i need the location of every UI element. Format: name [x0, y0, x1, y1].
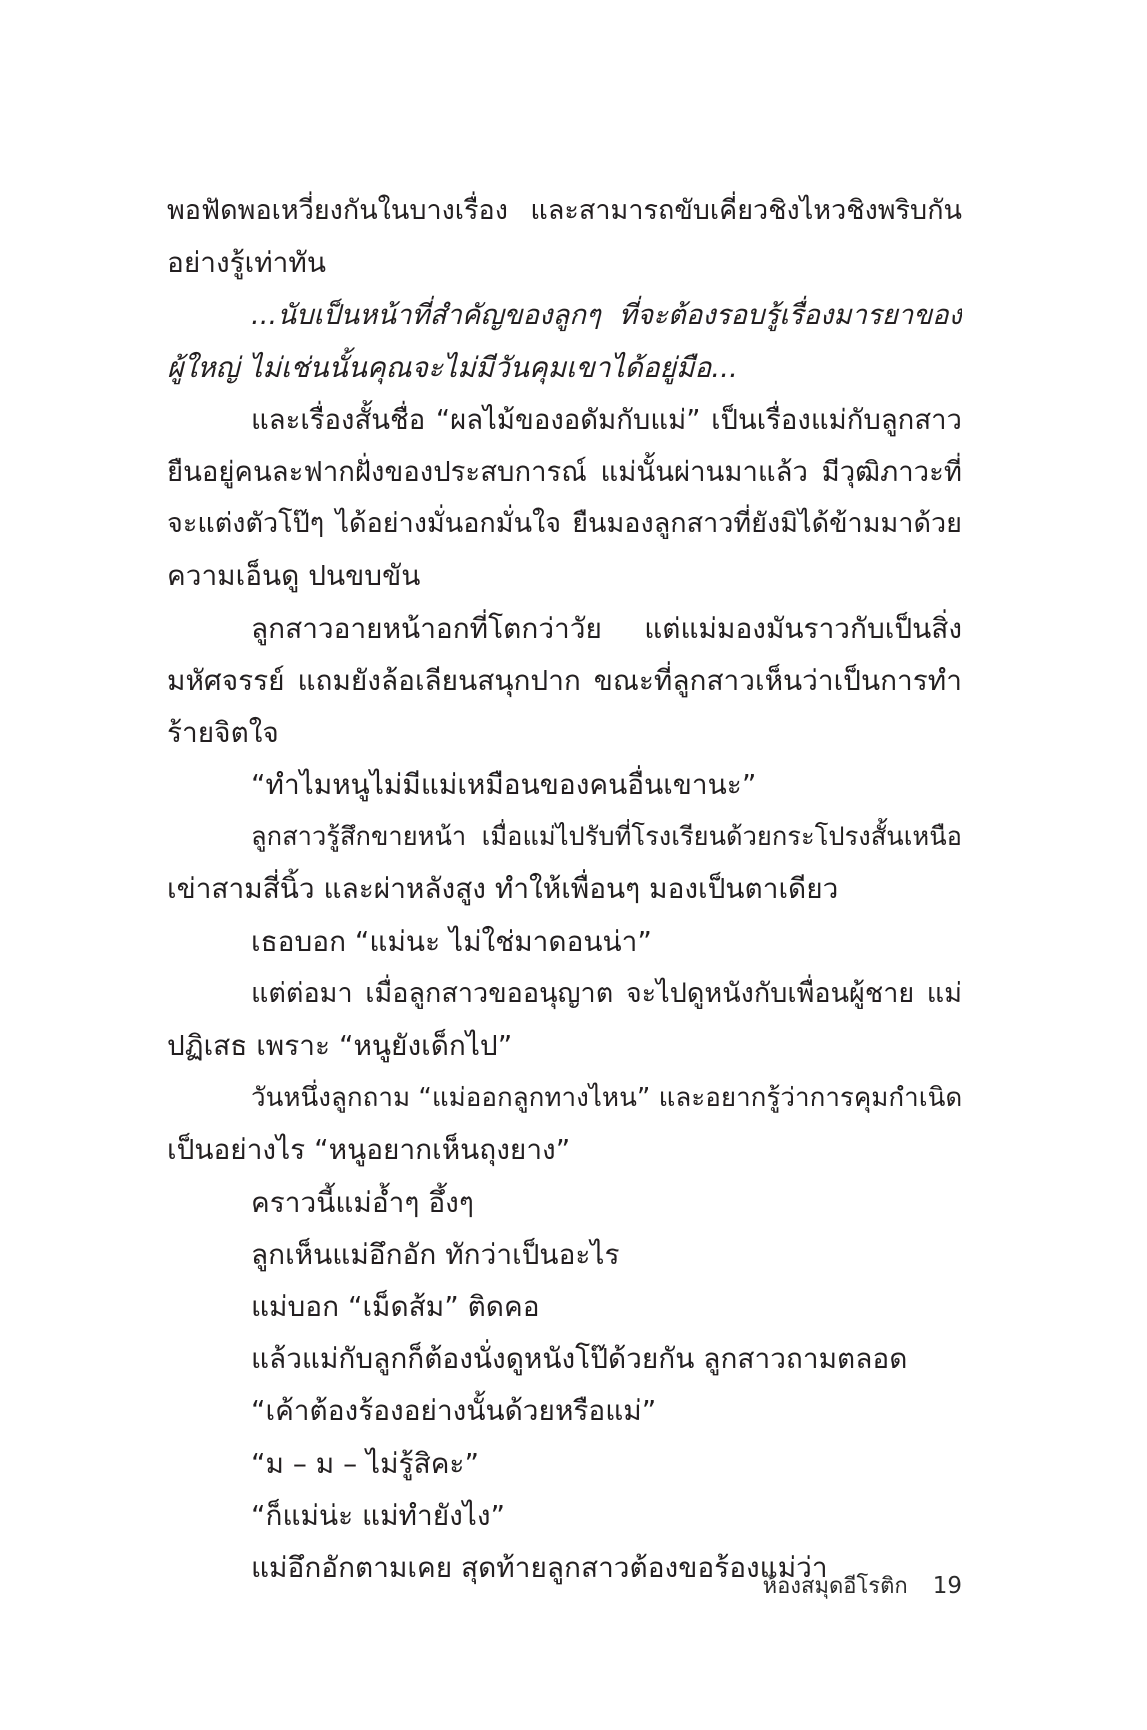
text-line: เป็นอย่างไร “หนูอยากเห็นถุงยาง”: [167, 1133, 571, 1167]
text-line: “ม – ม – ไม่รู้สิคะ”: [251, 1446, 479, 1480]
text-line: “เค้าต้องร้องอย่างนั้นด้วยหรือแม่”: [251, 1394, 657, 1428]
text-line: คราวนี้แม่อ้ำๆ อึ้งๆ: [251, 1185, 474, 1219]
text-line: แต่ต่อมา เมื่อลูกสาวขออนุญาต จะไปดูหนังกับเพื่อนผู้ชาย แม่: [251, 977, 962, 1009]
text-line: และเรื่องสั้นชื่อ “ผลไม้ของอดัมกับแม่” เป็นเรื่องแม่กับลูกสาว: [251, 403, 962, 436]
text-line: ลูกเห็นแม่อึกอัก ทักว่าเป็นอะไร: [251, 1237, 620, 1271]
running-title: ห้องสมุดอีโรติก: [762, 1574, 908, 1599]
page-footer: [763, 1568, 962, 1603]
page-number: 19: [932, 1573, 962, 1599]
text-line: ลูกสาวรู้สึกขายหน้า เมื่อแม่ไปรับที่โรงเรียนด้วยกระโปรงสั้นเหนือ: [251, 822, 962, 853]
text-line: อย่างรู้เท่าทัน: [167, 246, 327, 280]
text-line: จะแต่งตัวโป๊ๆ ได้อย่างมั่นอกมั่นใจ ยืนมองลูกสาวที่ยังมิได้ข้ามมาด้วย: [167, 508, 962, 540]
text-line: “ก็แม่น่ะ แม่ทำยังไง”: [251, 1498, 506, 1532]
text-line: ปฏิเสธ เพราะ “หนูยังเด็กไป”: [167, 1029, 513, 1062]
text-line: แล้วแม่กับลูกก็ต้องนั่งดูหนังโป๊ด้วยกัน ลูกสาวถามตลอด: [251, 1342, 908, 1376]
text-line: ร้ายจิตใจ: [167, 715, 279, 749]
text-line: วันหนึ่งลูกถาม “แม่ออกลูกทางไหน” และอยากรู้ว่าการคุมกำเนิด: [251, 1083, 962, 1114]
text-line: “ทำไมหนูไม่มีแม่เหมือนของคนอื่นเขานะ”: [251, 768, 757, 802]
text-line: ลูกสาวอายหน้าอกที่โตกว่าวัย แต่แม่มองมันราวกับเป็นสิ่ง: [251, 611, 962, 645]
text-line: แม่บอก “เม็ดส้ม” ติดคอ: [251, 1289, 540, 1323]
text-line: มหัศจรรย์ แถมยังล้อเลียนสนุกปาก ขณะที่ลูกสาวเห็นว่าเป็นการทำ: [167, 663, 962, 697]
text-line: แม่อึกอักตามเคย สุดท้ายลูกสาวต้องขอร้องแม่ว่า: [251, 1550, 828, 1584]
body-text: [167, 185, 962, 1594]
text-line: ...นับเป็นหน้าที่สำคัญของลูกๆ ที่จะต้องรอบรู้เรื่องมารยาของ: [251, 299, 962, 332]
text-line: ยืนอยู่คนละฟากฝั่งของประสบการณ์ แม่นั้นผ่านมาแล้ว มีวุฒิภาวะที่: [167, 455, 962, 488]
text-line: เข่าสามสี่นิ้ว และผ่าหลังสูง ทำให้เพื่อนๆ มองเป็นตาเดียว: [167, 872, 839, 906]
text-line: ความเอ็นดู ปนขบขัน: [167, 559, 421, 593]
text-line: ผู้ใหญ่ ไม่เช่นนั้นคุณจะไม่มีวันคุมเขาได้อยู่มือ...: [167, 350, 738, 384]
text-line: เธอบอก “แม่นะ ไม่ใช่มาดอนน่า”: [251, 924, 652, 958]
text-line: พอฟัดพอเหวี่ยงกันในบางเรื่อง และสามารถขับเคี่ยวชิงไหวชิงพริบกัน: [167, 195, 962, 226]
